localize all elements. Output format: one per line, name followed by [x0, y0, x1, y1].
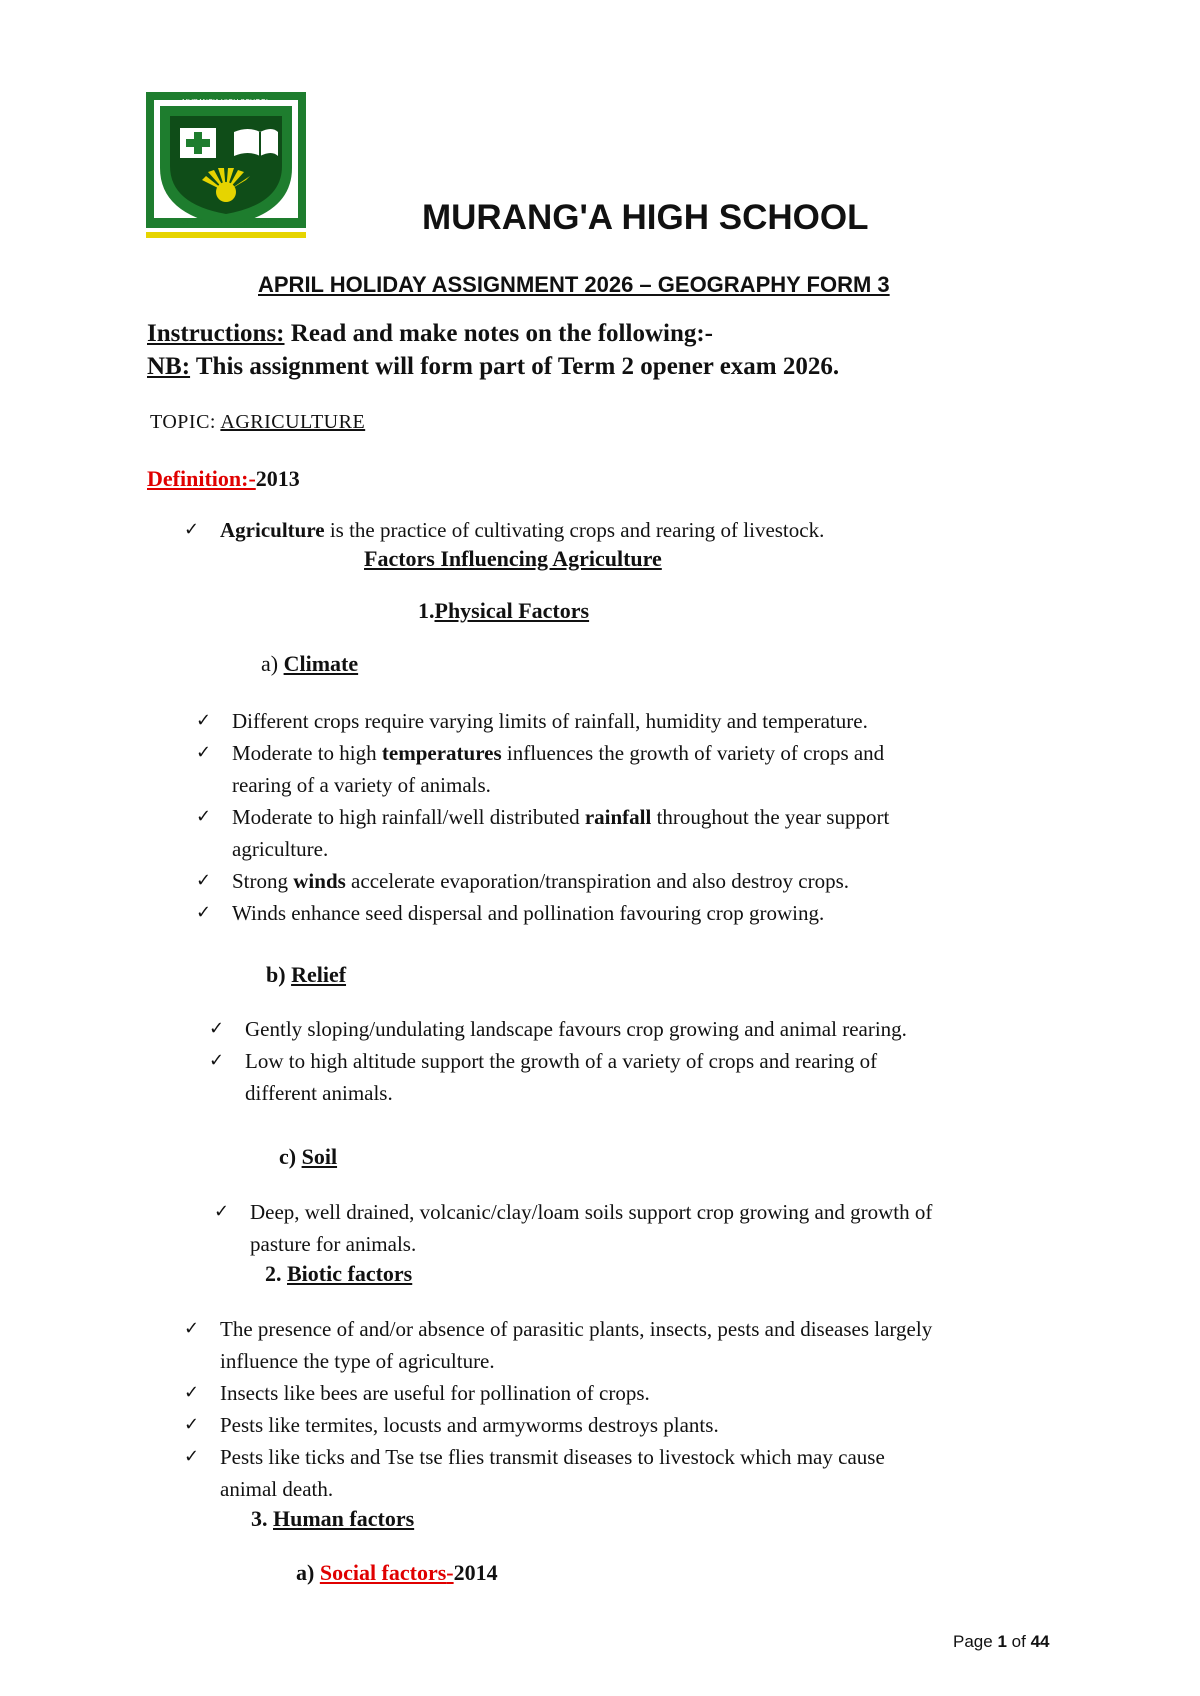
social-letter: a)	[296, 1560, 315, 1585]
bullet-text: Low to high altitude support the growth of a variety of crops and rearing of	[245, 1049, 878, 1073]
topic-value: AGRICULTURE	[220, 411, 366, 433]
bullet-text: Pests like ticks and Tse tse flies transmit diseases to livestock which may cause	[220, 1445, 885, 1469]
bullet-text: throughout the year support	[651, 805, 890, 829]
definition-text: is the practice of cultivating crops and rearing of livestock.	[324, 518, 825, 542]
list-item	[184, 1313, 932, 1377]
bullet-text: Winds enhance seed dispersal and pollination favouring crop growing.	[232, 901, 825, 925]
check-icon: ✓	[184, 1318, 200, 1339]
check-icon: ✓	[184, 1382, 200, 1403]
check-icon: ✓	[196, 870, 212, 891]
bullet-text: Deep, well drained, volcanic/clay/loam soils support crop growing and growth of	[250, 1200, 933, 1224]
check-icon: ✓	[196, 902, 212, 923]
school-name-title: MURANG'A HIGH SCHOOL	[422, 198, 869, 237]
list-item	[196, 801, 889, 865]
instructions-label: Instructions:	[147, 320, 285, 347]
bullet-text: Strong	[232, 869, 294, 893]
check-icon: ✓	[196, 710, 212, 731]
biotic-number: 2.	[265, 1261, 282, 1286]
biotic-factors-heading	[265, 1261, 412, 1287]
logo-text-top: MURANG'A HIGH SCHOOL	[182, 99, 270, 106]
bullet-text: Gently sloping/undulating landscape favours crop growing and animal rearing.	[245, 1017, 907, 1041]
list-item	[196, 865, 849, 897]
list-item	[184, 1377, 650, 1409]
logo-text-bottom: DISCIPLINE · SUCCESS · DETERMINATION	[175, 220, 277, 226]
list-item	[184, 1409, 719, 1441]
human-title: Human factors	[273, 1506, 415, 1531]
check-icon: ✓	[214, 1201, 230, 1222]
check-icon: ✓	[209, 1050, 225, 1071]
bullet-continuation: agriculture.	[232, 837, 329, 861]
soil-title: Soil	[301, 1144, 338, 1169]
bullet-text: Moderate to high rainfall/well distributed	[232, 805, 585, 829]
page-of-label: of	[1011, 1632, 1026, 1651]
bullet-text: accelerate evaporation/transpiration and also destroy crops.	[345, 869, 850, 893]
topic-line	[150, 411, 365, 434]
nb-text: This assignment will form part of Term 2 opener exam 2026.	[190, 353, 840, 380]
relief-letter: b)	[266, 962, 286, 987]
physical-number: 1.	[418, 598, 435, 623]
list-item	[196, 737, 884, 801]
nb-label: NB:	[147, 353, 191, 380]
social-year: 2014	[453, 1560, 498, 1585]
physical-factors-heading	[418, 598, 589, 624]
biotic-title: Biotic factors	[287, 1261, 413, 1286]
social-factors-heading	[296, 1560, 498, 1586]
climate-letter: a)	[261, 651, 279, 676]
check-icon: ✓	[184, 519, 200, 540]
check-icon: ✓	[196, 742, 212, 763]
bullet-text: influences the growth of variety of crops and	[501, 741, 885, 765]
bullet-text: Pests like termites, locusts and armyworms destroys plants.	[220, 1413, 719, 1437]
page-label: Page	[953, 1632, 993, 1651]
nb-line	[147, 353, 839, 381]
check-icon: ✓	[184, 1446, 200, 1467]
topic-label: TOPIC:	[150, 411, 216, 433]
bullet-continuation: animal death.	[220, 1477, 334, 1501]
list-item	[209, 1013, 907, 1045]
human-number: 3.	[251, 1506, 268, 1531]
definition-heading	[147, 466, 300, 492]
check-icon: ✓	[196, 806, 212, 827]
list-item	[196, 705, 868, 737]
instructions-text: Read and make notes on the following:-	[284, 320, 714, 347]
factors-heading: Factors Influencing Agriculture	[364, 546, 662, 571]
school-crest-logo	[146, 88, 306, 238]
page-number	[953, 1632, 1049, 1652]
soil-heading	[279, 1144, 337, 1170]
page-total: 44	[1030, 1632, 1050, 1651]
list-item	[214, 1196, 932, 1260]
page-current: 1	[997, 1632, 1007, 1651]
bullet-bold: temperatures	[381, 741, 502, 765]
bullet-continuation: influence the type of agriculture.	[220, 1349, 495, 1373]
social-title: Social factors	[319, 1560, 447, 1585]
list-item	[196, 897, 824, 929]
bullet-continuation: different animals.	[245, 1081, 393, 1105]
definition-item	[184, 514, 824, 546]
human-factors-heading	[251, 1506, 414, 1532]
check-icon: ✓	[184, 1414, 200, 1435]
soil-letter: c)	[279, 1144, 297, 1169]
instructions-line	[147, 320, 713, 348]
definition-year: 2013	[255, 466, 300, 491]
relief-title: Relief	[291, 962, 347, 987]
bullet-bold: winds	[293, 869, 346, 893]
assignment-title: APRIL HOLIDAY ASSIGNMENT 2026 – GEOGRAPHY FORM 3	[258, 272, 890, 297]
social-dash: -	[446, 1560, 454, 1585]
physical-title: Physical Factors	[434, 598, 590, 623]
bullet-text: Different crops require varying limits of rainfall, humidity and temperature.	[232, 709, 868, 733]
climate-title: Climate	[283, 651, 359, 676]
list-item	[209, 1045, 877, 1109]
bullet-continuation: rearing of a variety of animals.	[232, 773, 491, 797]
climate-heading	[261, 651, 358, 677]
definition-label: Definition:-	[147, 466, 256, 491]
bullet-continuation: pasture for animals.	[250, 1232, 417, 1256]
bullet-text: The presence of and/or absence of parasitic plants, insects, pests and diseases largely	[220, 1317, 933, 1341]
list-item	[184, 1441, 885, 1505]
check-icon: ✓	[209, 1018, 225, 1039]
bullet-bold: rainfall	[584, 805, 652, 829]
bullet-text: Insects like bees are useful for pollination of crops.	[220, 1381, 650, 1405]
bullet-text: Moderate to high	[232, 741, 382, 765]
relief-heading	[266, 962, 346, 988]
definition-term: Agriculture	[220, 518, 325, 542]
